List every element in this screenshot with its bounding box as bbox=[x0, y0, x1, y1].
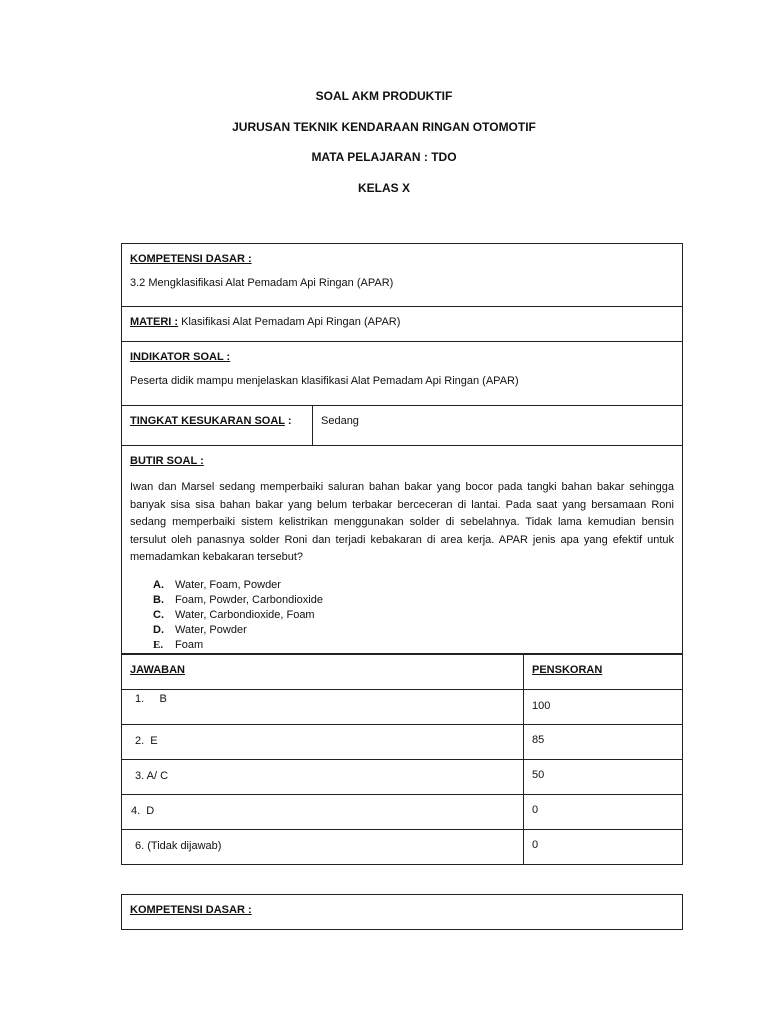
option-c bbox=[130, 608, 674, 623]
doc-department: JURUSAN TEKNIK KENDARAAN RINGAN OTOMOTIF bbox=[232, 120, 536, 134]
scoring-header-answer: JAWABAN bbox=[122, 655, 524, 690]
table-row bbox=[122, 690, 683, 725]
table-row bbox=[122, 725, 683, 760]
materi-cell bbox=[122, 307, 683, 342]
doc-title: SOAL AKM PRODUKTIF bbox=[315, 89, 453, 103]
butir-text: Iwan dan Marsel sedang memperbaiki saluran bahan bakar yang bocor pada tangki bahan bakar sehingga banyak sisa sisa bahan bakar yang belum terbakar berceceran di lantai. Pada saat yang bersamaan Roni sedang memperbaiki sistem kelistrikan menggunakan solder di sebelahnya. Tidak lama kemudian bensin tersulut oleh panasnya solder Roni dan terjadi kebakaran di area kerja. APAR jenis apa yang efektif untuk memadamkan kebakaran tersebut? bbox=[130, 481, 674, 563]
answer-cell: 3. A/ C bbox=[135, 770, 169, 782]
materi-text: Klasifikasi Alat Pemadam Api Ringan (APAR) bbox=[178, 316, 401, 328]
table-row bbox=[122, 795, 683, 830]
question-card-2 bbox=[121, 894, 683, 930]
score-cell: 100 bbox=[532, 700, 551, 712]
option-e bbox=[130, 638, 674, 653]
option-a bbox=[130, 578, 674, 593]
table-row bbox=[122, 830, 683, 865]
kd-label-2: KOMPETENSI DASAR : bbox=[130, 904, 252, 916]
option-key: B. bbox=[153, 593, 164, 606]
score-cell: 0 bbox=[532, 839, 539, 851]
kd-cell bbox=[122, 244, 683, 307]
option-key: D. bbox=[153, 623, 164, 636]
options-list bbox=[130, 578, 674, 653]
doc-class: KELAS X bbox=[357, 181, 410, 195]
tingkat-value-cell bbox=[313, 406, 683, 446]
indikator-cell bbox=[122, 342, 683, 406]
answer-cell: 4. D bbox=[131, 805, 155, 817]
option-key: E. bbox=[153, 638, 164, 651]
kd-label: KOMPETENSI DASAR : bbox=[130, 253, 252, 265]
kd-cell-2 bbox=[122, 895, 683, 930]
materi-label: MATERI : bbox=[130, 316, 179, 328]
option-text: Water, Carbondioxide, Foam bbox=[175, 608, 315, 621]
indikator-label: INDIKATOR SOAL : bbox=[130, 351, 231, 363]
question-card bbox=[121, 243, 683, 654]
scoring-header-score: PENSKORAN bbox=[524, 655, 683, 690]
butir-cell bbox=[122, 446, 683, 654]
answer-cell: 6. (Tidak dijawab) bbox=[135, 840, 222, 852]
tingkat-label-cell bbox=[122, 406, 313, 446]
score-cell: 85 bbox=[532, 734, 545, 746]
scoring-table bbox=[121, 654, 683, 865]
option-b bbox=[130, 593, 674, 608]
tingkat-value: Sedang bbox=[321, 415, 359, 427]
answer-cell: 1. B bbox=[135, 693, 167, 705]
option-text: Water, Powder bbox=[175, 623, 247, 636]
score-cell: 0 bbox=[532, 804, 539, 816]
option-text: Foam bbox=[175, 638, 204, 651]
option-key: C. bbox=[153, 608, 164, 621]
answer-cell: 2. E bbox=[135, 735, 158, 747]
table-row bbox=[122, 760, 683, 795]
tingkat-colon: : bbox=[284, 415, 292, 427]
option-text: Foam, Powder, Carbondioxide bbox=[175, 593, 323, 606]
tingkat-label: TINGKAT KESUKARAN SOAL bbox=[130, 415, 285, 427]
option-d bbox=[130, 623, 674, 638]
score-cell: 50 bbox=[532, 769, 545, 781]
option-key: A. bbox=[153, 578, 164, 591]
option-text: Water, Foam, Powder bbox=[175, 578, 281, 591]
kd-text: 3.2 Mengklasifikasi Alat Pemadam Api Ringan (APAR) bbox=[130, 277, 394, 289]
butir-label: BUTIR SOAL : bbox=[130, 455, 204, 467]
indikator-text: Peserta didik mampu menjelaskan klasifikasi Alat Pemadam Api Ringan (APAR) bbox=[130, 375, 519, 387]
doc-subject: MATA PELAJARAN : TDO bbox=[311, 150, 457, 164]
